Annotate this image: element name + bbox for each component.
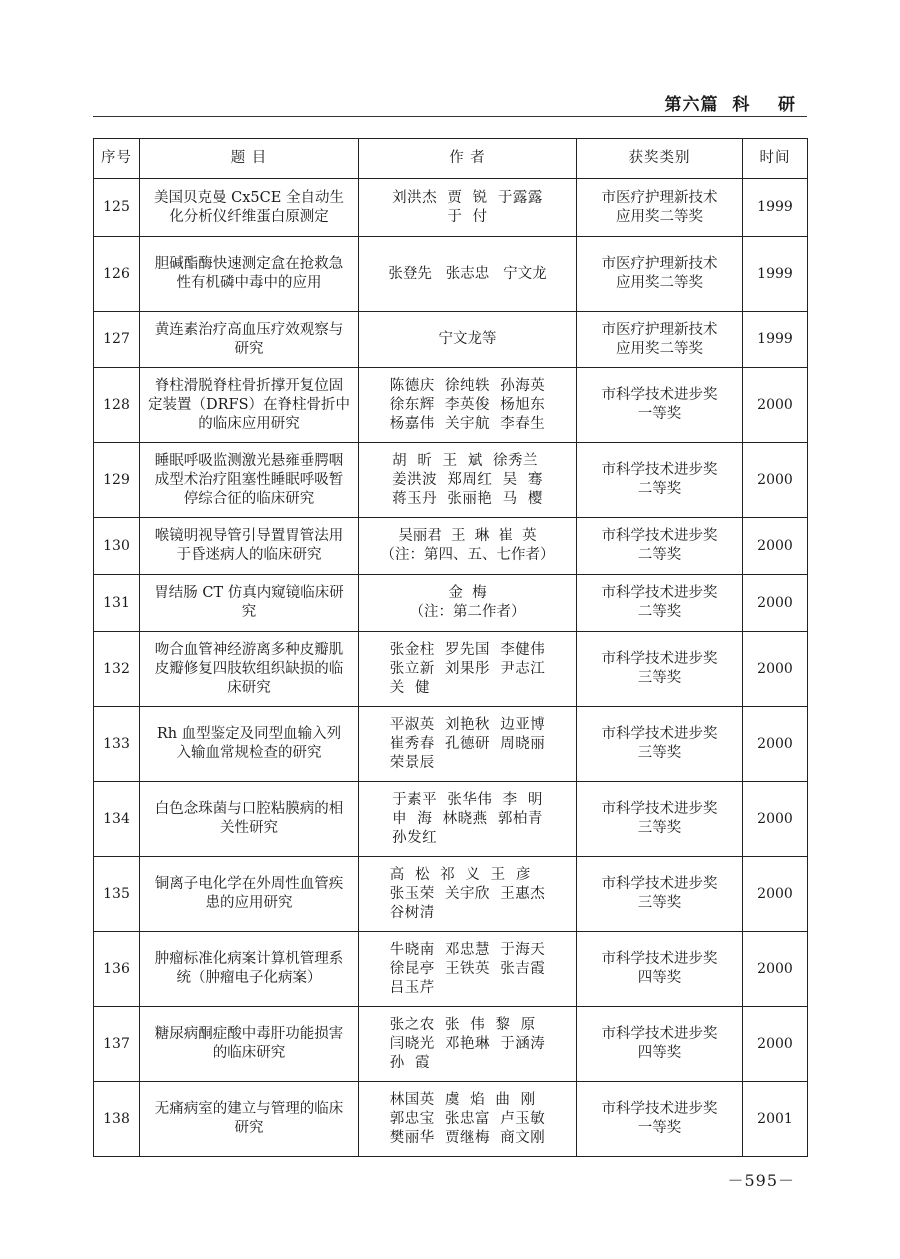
award-line: 市科学技术进步奖 bbox=[601, 876, 718, 892]
authors-cell bbox=[359, 857, 577, 932]
table-row bbox=[94, 518, 808, 575]
authors-cell bbox=[359, 932, 577, 1007]
title-line: 患的应用研究 bbox=[205, 895, 293, 911]
award-line: 三等奖 bbox=[637, 895, 682, 911]
title-line: 研究 bbox=[234, 1120, 264, 1136]
row-number: 137 bbox=[94, 1007, 140, 1082]
project-title bbox=[140, 518, 359, 575]
award-year: 2000 bbox=[743, 518, 808, 575]
title-line: 铜离子电化学在外周性血管疾 bbox=[154, 876, 344, 892]
project-title bbox=[140, 632, 359, 707]
award-line: 应用奖二等奖 bbox=[616, 275, 703, 291]
title-line: 关性研究 bbox=[220, 820, 278, 836]
table-row bbox=[94, 932, 808, 1007]
authors-cell bbox=[359, 632, 577, 707]
row-number: 131 bbox=[94, 575, 140, 632]
title-line: Rh 血型鉴定及同型血输入列 bbox=[156, 726, 342, 742]
project-title bbox=[140, 179, 359, 237]
project-title bbox=[140, 575, 359, 632]
title-line: 的临床研究 bbox=[212, 1045, 286, 1061]
table-row bbox=[94, 1082, 808, 1157]
table-row bbox=[94, 368, 808, 443]
award-line: 应用奖二等奖 bbox=[616, 208, 703, 225]
table-row bbox=[94, 312, 808, 368]
award-category bbox=[577, 179, 743, 237]
project-title bbox=[140, 782, 359, 857]
column-header-no: 序号 bbox=[94, 139, 140, 179]
row-number: 126 bbox=[94, 237, 140, 312]
award-line: 市科学技术进步奖 bbox=[601, 1026, 718, 1042]
title-line: 白色念珠菌与口腔粘膜病的相 bbox=[154, 801, 344, 817]
authors-block bbox=[390, 1016, 545, 1073]
author-line: 张之农 张 伟 黎 原 bbox=[389, 1016, 536, 1033]
project-title bbox=[140, 312, 359, 368]
award-category bbox=[577, 1082, 743, 1157]
author-line: 关 健 bbox=[389, 679, 430, 696]
authors-cell bbox=[359, 237, 577, 312]
author-line: 闫晓光 邓艳琳 于涵涛 bbox=[389, 1035, 546, 1052]
award-category bbox=[577, 312, 743, 368]
row-number: 132 bbox=[94, 632, 140, 707]
row-number: 138 bbox=[94, 1082, 140, 1157]
award-category bbox=[577, 443, 743, 518]
title-line: 睡眠呼吸监测激光悬雍垂腭咽 bbox=[154, 452, 344, 469]
award-year: 2000 bbox=[743, 782, 808, 857]
award-category bbox=[577, 707, 743, 782]
award-line: 市科学技术进步奖 bbox=[601, 462, 718, 478]
author-line: 宁文龙等 bbox=[438, 331, 497, 347]
table-row bbox=[94, 575, 808, 632]
author-line: 陈德庆 徐纯轶 孙海英 bbox=[389, 377, 546, 394]
author-line: 高 松 祁 义 王 彦 bbox=[389, 866, 531, 883]
award-line: 市医疗护理新技术 bbox=[601, 321, 718, 338]
award-category bbox=[577, 857, 743, 932]
title-line: 入输血常规检查的研究 bbox=[176, 745, 322, 761]
award-line: 市科学技术进步奖 bbox=[601, 387, 718, 403]
title-line: 定装置（DRFS）在脊柱骨折中 bbox=[147, 396, 351, 413]
table-row bbox=[94, 632, 808, 707]
author-line: 崔秀春 孔德研 周晓丽 bbox=[389, 735, 546, 752]
row-number: 136 bbox=[94, 932, 140, 1007]
author-line: （注：第二作者） bbox=[409, 604, 526, 620]
award-year: 2000 bbox=[743, 575, 808, 632]
title-line: 糖尿病酮症酸中毒肝功能损害 bbox=[154, 1026, 344, 1042]
title-line: 究 bbox=[241, 604, 257, 620]
author-line: 张玉荣 关宇欣 王惠杰 bbox=[389, 885, 546, 902]
table-row bbox=[94, 1007, 808, 1082]
author-line: 林国英 虞 焰 曲 刚 bbox=[389, 1091, 536, 1108]
award-category bbox=[577, 932, 743, 1007]
project-title bbox=[140, 1082, 359, 1157]
row-number: 127 bbox=[94, 312, 140, 368]
table-row bbox=[94, 857, 808, 932]
award-line: 三等奖 bbox=[637, 820, 682, 836]
author-line: 张登先 张志忠 宁文龙 bbox=[388, 265, 547, 282]
title-line: 化分析仪纤维蛋白原测定 bbox=[169, 208, 329, 225]
title-line: 的临床应用研究 bbox=[198, 415, 300, 432]
title-line: 脊柱滑脱脊柱骨折撑开复位固 bbox=[154, 377, 344, 394]
table-header-row bbox=[94, 139, 808, 179]
award-category bbox=[577, 575, 743, 632]
authors-block bbox=[392, 452, 543, 509]
authors-cell bbox=[359, 1007, 577, 1082]
column-header-award: 获奖类别 bbox=[577, 139, 743, 179]
award-line: 市科学技术进步奖 bbox=[601, 726, 718, 742]
award-line: 应用奖二等奖 bbox=[616, 340, 703, 357]
authors-block bbox=[390, 377, 545, 434]
award-line: 二等奖 bbox=[637, 481, 682, 497]
row-number: 130 bbox=[94, 518, 140, 575]
authors-cell bbox=[359, 1082, 577, 1157]
award-year: 1999 bbox=[743, 179, 808, 237]
award-year: 2000 bbox=[743, 368, 808, 443]
authors-cell bbox=[359, 575, 577, 632]
award-line: 市科学技术进步奖 bbox=[601, 528, 718, 544]
author-line: 谷树清 bbox=[389, 904, 435, 921]
project-title bbox=[140, 237, 359, 312]
award-line: 二等奖 bbox=[637, 547, 682, 563]
title-line: 肿瘤标准化病案计算机管理系 bbox=[154, 951, 344, 967]
author-line: 刘洪杰 贾 锐 于露露 bbox=[392, 189, 543, 206]
author-line: 蒋玉丹 张丽艳 马 樱 bbox=[392, 490, 543, 507]
award-line: 三等奖 bbox=[637, 670, 682, 686]
award-category bbox=[577, 632, 743, 707]
author-line: 平淑英 刘艳秋 边亚博 bbox=[389, 716, 546, 733]
author-line: 张立新 刘果彤 尹志江 bbox=[389, 660, 546, 677]
author-line: 孙发红 bbox=[392, 829, 438, 846]
award-line: 市医疗护理新技术 bbox=[601, 189, 718, 206]
project-title bbox=[140, 368, 359, 443]
project-title bbox=[140, 857, 359, 932]
author-line: 于素平 张华伟 李 明 bbox=[392, 791, 543, 808]
author-line: 牛晓南 邓忠慧 于海天 bbox=[389, 941, 546, 958]
table-row bbox=[94, 237, 808, 312]
column-header-year: 时间 bbox=[743, 139, 808, 179]
award-year: 2000 bbox=[743, 443, 808, 518]
authors-block bbox=[390, 866, 545, 923]
award-line: 四等奖 bbox=[637, 1045, 682, 1061]
title-line: 无痛病室的建立与管理的临床 bbox=[154, 1101, 344, 1117]
authors-cell bbox=[359, 782, 577, 857]
title-line: 床研究 bbox=[227, 679, 271, 696]
award-line: 市科学技术进步奖 bbox=[601, 585, 718, 601]
table-row bbox=[94, 782, 808, 857]
author-line: 张金柱 罗先国 李健伟 bbox=[389, 641, 546, 658]
author-line: 杨嘉伟 关宇航 李春生 bbox=[389, 415, 546, 432]
header-rule bbox=[93, 116, 807, 117]
authors-cell bbox=[359, 179, 577, 237]
award-line: 市科学技术进步奖 bbox=[601, 1101, 718, 1117]
author-line: 吴丽君 王 琳 崔 英 bbox=[398, 528, 537, 544]
column-header-title: 题 目 bbox=[140, 139, 359, 179]
title-line: 成型术治疗阻塞性睡眠呼吸暂 bbox=[154, 471, 344, 488]
award-category bbox=[577, 368, 743, 443]
row-number: 133 bbox=[94, 707, 140, 782]
authors-block bbox=[390, 716, 545, 773]
award-year: 2000 bbox=[743, 707, 808, 782]
row-number: 128 bbox=[94, 368, 140, 443]
award-year: 2001 bbox=[743, 1082, 808, 1157]
award-year: 1999 bbox=[743, 312, 808, 368]
author-line: 孙 霞 bbox=[389, 1054, 430, 1071]
award-line: 一等奖 bbox=[637, 406, 682, 422]
award-year: 2000 bbox=[743, 632, 808, 707]
row-number: 134 bbox=[94, 782, 140, 857]
authors-cell bbox=[359, 443, 577, 518]
table-row bbox=[94, 179, 808, 237]
authors-cell bbox=[359, 707, 577, 782]
authors-block bbox=[392, 189, 543, 227]
title-line: 胆碱酯酶快速测定盒在抢救急 bbox=[154, 256, 344, 272]
title-line: 统（肿瘤电子化病案） bbox=[176, 970, 322, 986]
awards-table bbox=[93, 138, 808, 1157]
title-line: 皮瓣修复四肢软组织缺损的临 bbox=[154, 660, 344, 677]
authors-block bbox=[390, 1091, 545, 1148]
award-line: 市科学技术进步奖 bbox=[601, 951, 718, 967]
award-category bbox=[577, 518, 743, 575]
table-row bbox=[94, 707, 808, 782]
author-line: 于 付 bbox=[447, 208, 488, 225]
author-line: 金 梅 bbox=[448, 585, 487, 601]
author-line: 姜洪波 郑周红 吴 骞 bbox=[392, 471, 543, 488]
authors-block bbox=[392, 791, 543, 848]
authors-block bbox=[390, 941, 545, 998]
authors-cell bbox=[359, 312, 577, 368]
award-category bbox=[577, 237, 743, 312]
award-year: 1999 bbox=[743, 237, 808, 312]
award-year: 2000 bbox=[743, 1007, 808, 1082]
title-line: 吻合血管神经游离多种皮瓣肌 bbox=[154, 641, 344, 658]
page-number: －595－ bbox=[727, 1171, 795, 1190]
row-number: 125 bbox=[94, 179, 140, 237]
authors-block bbox=[390, 641, 545, 698]
project-title bbox=[140, 932, 359, 1007]
section-header: 第六篇 科 研 bbox=[664, 95, 796, 115]
award-line: 市科学技术进步奖 bbox=[601, 651, 718, 667]
author-line: 吕玉芹 bbox=[389, 979, 435, 996]
award-year: 2000 bbox=[743, 857, 808, 932]
author-line: 樊丽华 贾继梅 商文刚 bbox=[389, 1129, 546, 1146]
author-line: （注：第四、五、七作者） bbox=[380, 547, 555, 563]
award-category bbox=[577, 1007, 743, 1082]
author-line: 申 海 林晓燕 郭柏青 bbox=[392, 810, 543, 827]
award-year: 2000 bbox=[743, 932, 808, 1007]
column-header-authors: 作 者 bbox=[359, 139, 577, 179]
award-line: 一等奖 bbox=[637, 1120, 682, 1136]
title-line: 停综合征的临床研究 bbox=[183, 490, 315, 507]
authors-cell bbox=[359, 368, 577, 443]
author-line: 郭忠宝 张忠富 卢玉敏 bbox=[389, 1110, 546, 1127]
title-line: 研究 bbox=[234, 340, 264, 357]
title-line: 黄连素治疗高血压疗效观察与 bbox=[154, 321, 344, 338]
title-line: 美国贝克曼 Cx5CE 全自动生 bbox=[154, 189, 344, 206]
row-number: 135 bbox=[94, 857, 140, 932]
table-row bbox=[94, 443, 808, 518]
title-line: 胃结肠 CT 仿真内窥镜临床研 bbox=[154, 585, 344, 601]
award-line: 三等奖 bbox=[637, 745, 682, 761]
award-category bbox=[577, 782, 743, 857]
author-line: 徐东辉 李英俊 杨旭东 bbox=[389, 396, 546, 413]
author-line: 胡 昕 王 斌 徐秀兰 bbox=[392, 452, 539, 469]
title-line: 于昏迷病人的临床研究 bbox=[176, 547, 322, 563]
project-title bbox=[140, 443, 359, 518]
table-body bbox=[94, 179, 808, 1157]
project-title bbox=[140, 707, 359, 782]
award-line: 市科学技术进步奖 bbox=[601, 801, 718, 817]
author-line: 荣景辰 bbox=[389, 754, 435, 771]
award-line: 四等奖 bbox=[637, 970, 682, 986]
title-line: 性有机磷中毒中的应用 bbox=[176, 275, 322, 291]
row-number: 129 bbox=[94, 443, 140, 518]
award-line: 二等奖 bbox=[637, 604, 682, 620]
award-line: 市医疗护理新技术 bbox=[601, 256, 718, 272]
authors-cell bbox=[359, 518, 577, 575]
title-line: 喉镜明视导管引导置胃管法用 bbox=[154, 528, 344, 544]
project-title bbox=[140, 1007, 359, 1082]
author-line: 徐昆亭 王铁英 张吉霞 bbox=[389, 960, 546, 977]
